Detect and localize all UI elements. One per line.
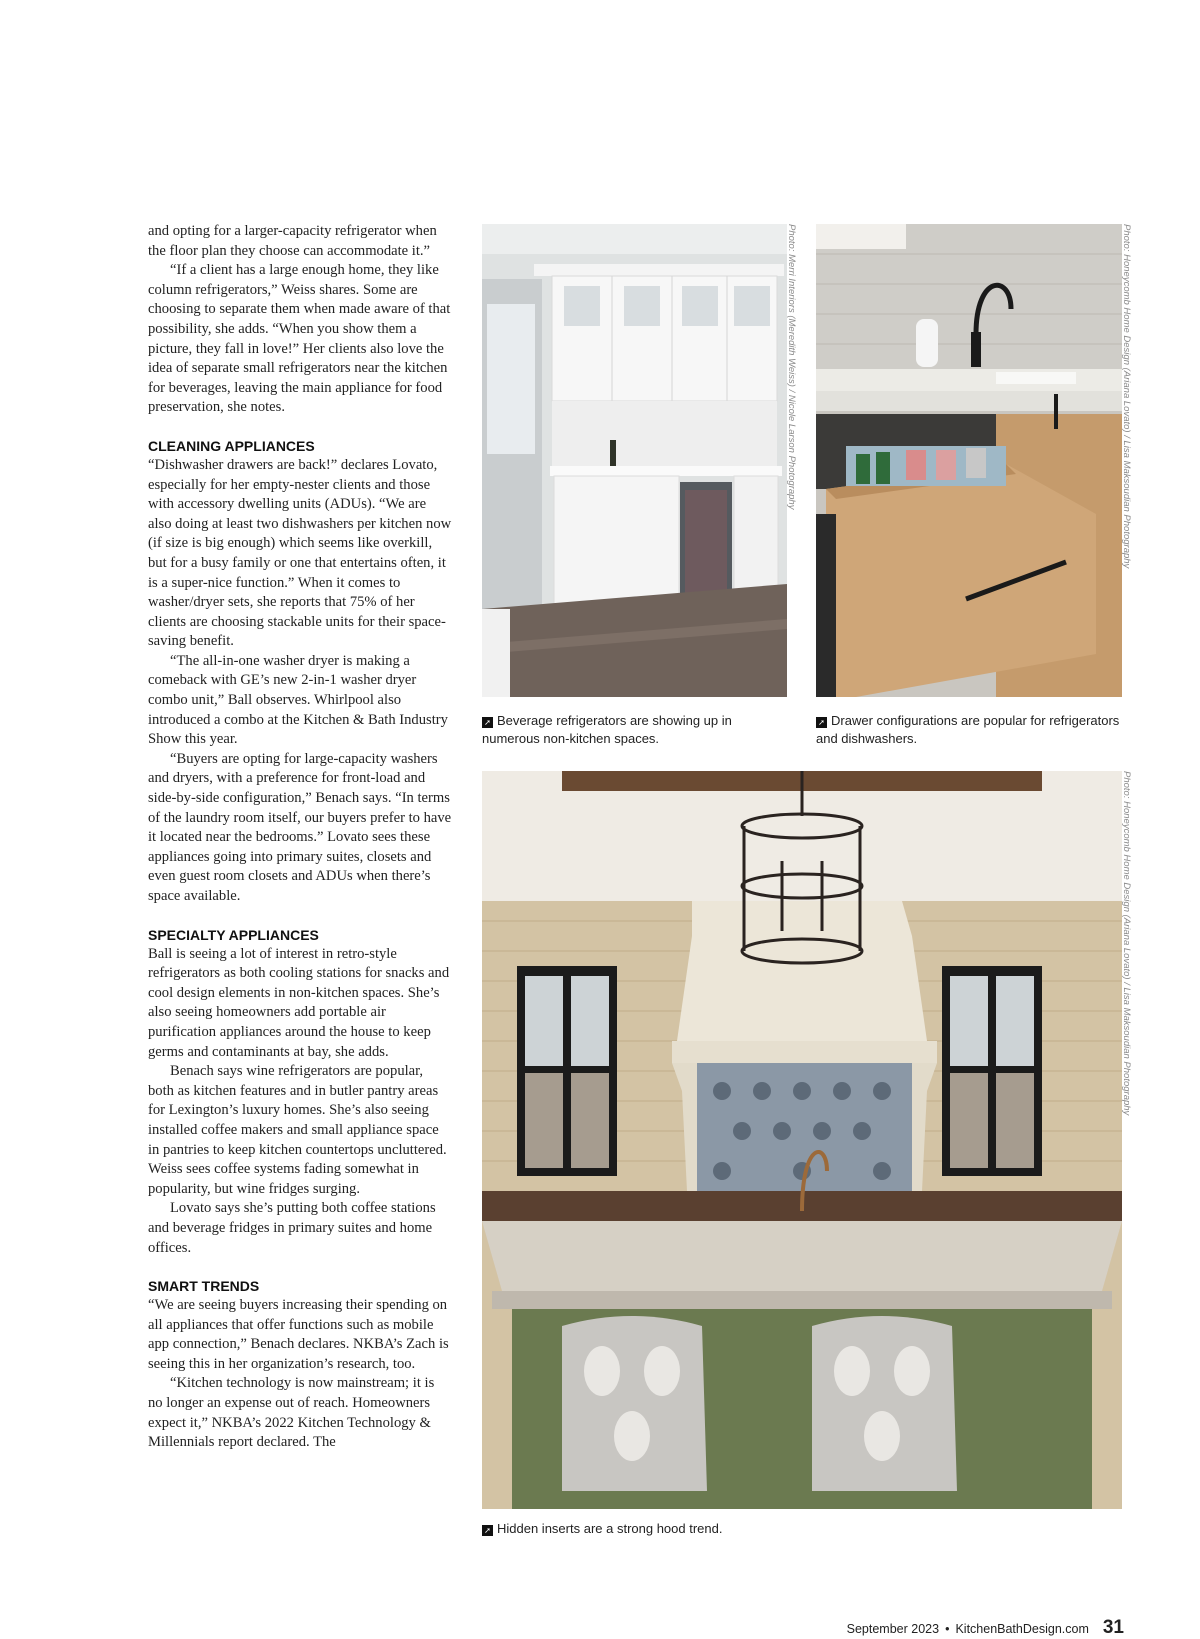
article-paragraph: “If a client has a large enough home, they like column refrigerators,” Weiss shares. Some are choosing to separate them when made aware of that possibility, she adds. “When you show them a picture, they fall in love!” Her clients also love the idea of separate small refrigerators near the kitchen for beverages, leaving the main appliance for food preservation, she notes. bbox=[148, 262, 451, 416]
section-heading-smart: SMART TRENDS bbox=[148, 1278, 260, 1295]
article-paragraph: Lovato says she’s putting both coffee stations and beverage fridges in primary suites and home offices. bbox=[148, 1200, 436, 1256]
article-paragraph: and opting for a larger-capacity refrigerator when the floor plan they choose can accommodate it.” bbox=[148, 223, 437, 259]
arrow-up-right-icon: ➚ bbox=[816, 717, 827, 728]
arrow-up-right-icon: ➚ bbox=[482, 717, 493, 728]
article-paragraph: Ball is seeing a lot of interest in retro-style refrigerators as both cooling stations for snacks and cool design elements in non-kitchen spaces. She’s also seeing homeowners add portable air purification appliances around the house to keep germs and contaminants at bay, she adds. bbox=[148, 945, 450, 1060]
photo-credit: Photo: Honeycomb Home Design (Ariana Lovato) / Lisa Maksoudian Photography bbox=[1121, 224, 1132, 569]
page-footer bbox=[847, 1617, 1124, 1639]
photo-caption: ➚ Hidden inserts are a strong hood trend. bbox=[482, 1520, 882, 1538]
photo-caption: ➚ Drawer configurations are popular for refrigerators and dishwashers. bbox=[816, 713, 1120, 746]
photo-drawer-fridge bbox=[816, 224, 1122, 697]
section-heading-cleaning: CLEANING APPLIANCES bbox=[148, 437, 315, 454]
article-paragraph: “Kitchen technology is now mainstream; it is no longer an expense out of reach. Homeowners expect it,” NKBA’s 2022 Kitchen Technology & Millennials report declared. The bbox=[148, 1375, 435, 1451]
section-heading-specialty: SPECIALTY APPLIANCES bbox=[148, 926, 319, 943]
article-column bbox=[148, 222, 452, 1453]
article-paragraph: “We are seeing buyers increasing their spending on all appliances that offer functions such as mobile app connection,” Benach declares. NKBA’s Zach is seeing this in her organization’s research, too. bbox=[148, 1297, 449, 1372]
arrow-up-right-icon: ➚ bbox=[482, 1525, 493, 1536]
photo-kitchen-hood bbox=[482, 771, 1122, 1509]
photo-credit: Photo: Honeycomb Home Design (Ariana Lovato) / Lisa Maksoudian Photography bbox=[1121, 771, 1132, 1116]
photo-credit: Photo: Merri Interiors (Meredith Weiss) / Nicole Larson Photography bbox=[786, 224, 797, 510]
photo-beverage-fridge bbox=[482, 224, 787, 697]
article-paragraph: “Buyers are opting for large-capacity washers and dryers, with a preference for front-load and side-by-side configuration,” Benach says. “In terms of the laundry room itself, our buyers prefer to have it located near the bedrooms.” Lovato sees these appliances going into primary suites, closets and even guest room closets and ADUs when there’s space available. bbox=[148, 750, 452, 904]
footer-separator: • bbox=[945, 1622, 950, 1636]
article-paragraph: “The all-in-one washer dryer is making a comeback with GE’s new 2-in-1 washer dryer combo unit,” Ball observes. Whirlpool also introduced a combo at the Kitchen & Bath Industry Show this year. bbox=[148, 652, 448, 748]
issue-date: September 2023 bbox=[846, 1622, 940, 1636]
article-paragraph: “Dishwasher drawers are back!” declares Lovato, especially for her empty-nester clients and those with accessory dwelling units (ADUs). “We are also doing at least two dishwashers per kitchen now (if size is big enough) which seems like overkill, but for a busy family or one that entertains often, it is a super-nice function.” When it comes to washer/dryer sets, she reports that 75% of her clients are choosing stackable units for their space-saving benefit. bbox=[148, 456, 452, 650]
photo-caption: ➚ Beverage refrigerators are showing up in numerous non-kitchen spaces. bbox=[482, 713, 732, 746]
site-url: KitchenBathDesign.com bbox=[955, 1622, 1089, 1636]
article-paragraph: Benach says wine refrigerators are popular, both as kitchen features and in butler pantry areas for Lexington’s luxury homes. She’s also seeing installed coffee makers and small appliance space in pantries to keep kitchen countertops uncluttered. Weiss sees coffee systems fading somewhat in popularity, but wine fridges surging. bbox=[148, 1063, 447, 1197]
page-number: 31 bbox=[1102, 1617, 1124, 1638]
